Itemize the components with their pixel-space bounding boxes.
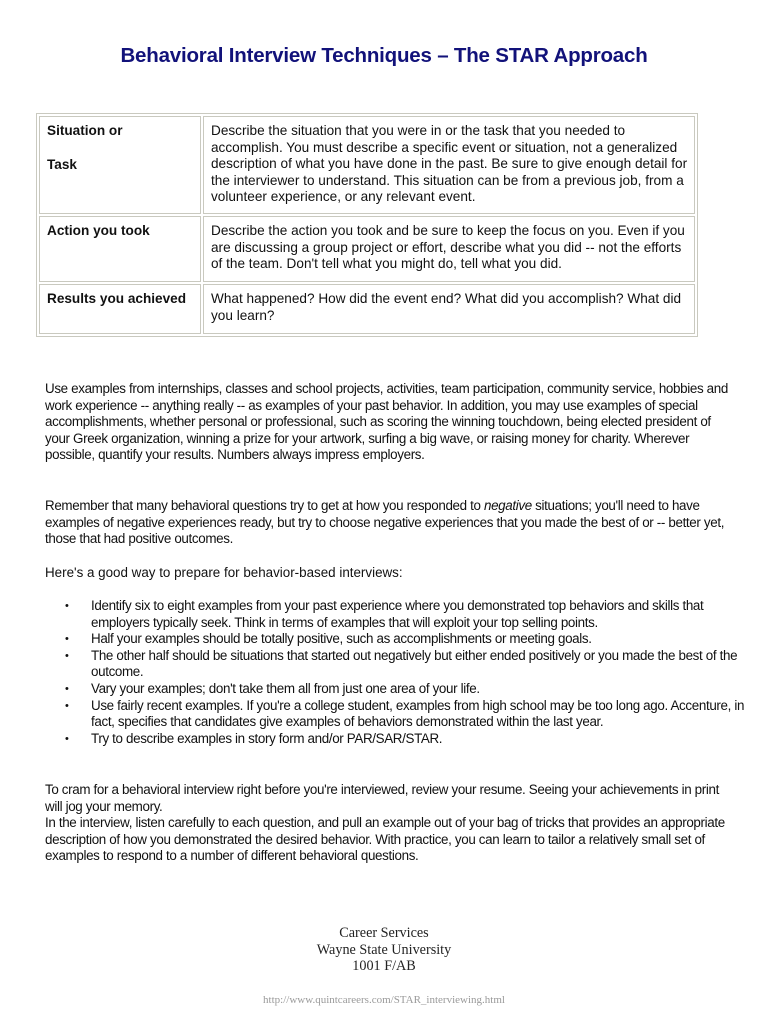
paragraph-line: To cram for a behavioral interview right before you're interviewed, review your resume. Seeing your achievements in print will jog your memory.: [45, 782, 719, 814]
row-description: What happened? How did the event end? What did you accomplish? What did you learn?: [203, 284, 695, 334]
footer-line-room: 1001 F/AB: [352, 958, 416, 975]
list-item-text: Half your examples should be totally positive, such as accomplishments or meeting goals.: [91, 631, 592, 647]
star-table: [36, 113, 698, 337]
paragraph-negative-situations: [45, 498, 735, 548]
bullet-icon: •: [65, 732, 69, 745]
bullet-icon: •: [65, 600, 69, 612]
row-label: [39, 116, 201, 214]
list-item: [45, 731, 745, 748]
paragraph-cram-tips: [45, 782, 735, 865]
list-item-text: The other half should be situations that started out negatively but either ended positively or you made the best of the outcome.: [91, 647, 738, 680]
row-label: Results you achieved: [39, 284, 201, 334]
source-url: http://www.quintcareers.com/STAR_interviewing.html: [263, 994, 505, 1006]
bullet-icon: •: [65, 649, 69, 662]
table-row-situation: [39, 116, 695, 214]
list-item: [45, 681, 745, 698]
paragraph-line: In the interview, listen carefully to each question, and pull an example out of your bag of tricks that provides an appropriate description of how you demonstrated the desired behavior. With practice, you can learn to tailor a relatively small set of examples to respond to a number of different behavioral questions.: [45, 815, 725, 864]
list-item-text: Vary your examples; don't take them all from just one area of your life.: [91, 680, 480, 696]
paragraph-prepare-intro: Here's a good way to prepare for behavior-based interviews:: [45, 565, 403, 580]
row-label: Action you took: [39, 216, 201, 282]
paragraph-text: Remember that many behavioral questions try to get at how you responded to: [45, 498, 484, 513]
list-item-text: Use fairly recent examples. If you're a college student, examples from high school may be too long ago. Accenture, in fact, specifies that candidates give examples of behaviors demonstrated within the last year.: [91, 697, 745, 730]
list-item: [45, 698, 745, 731]
footer-line-university: Wayne State University: [316, 941, 452, 958]
bullet-icon: •: [65, 633, 69, 646]
row-description: Describe the situation that you were in or the task that you needed to accomplish. You must describe a specific event or situation, not a generalized description of what you have done in the past. Be sure to give enough detail for the interviewer to understand. This situation can be from a previous job, from a volunteer experience, or any relevant event.: [203, 116, 695, 214]
bullet-icon: •: [65, 682, 69, 695]
list-item: [45, 648, 745, 681]
page-title: Behavioral Interview Techniques – The STAR Approach: [120, 44, 648, 67]
table-row-action: [39, 216, 695, 282]
table-row-results: [39, 284, 695, 334]
row-label-line2: Task: [47, 156, 77, 172]
row-description: Describe the action you took and be sure to keep the focus on you. Even if you are discussing a group project or effort, describe what you did -- not the efforts of the team. Don't tell what you might do, tell what you did.: [203, 216, 695, 282]
list-item-text: Identify six to eight examples from your past experience where you demonstrated top behaviors and skills that employers typically seek. Think in terms of examples that will exploit your top selling points.: [91, 598, 704, 630]
paragraph-examples: Use examples from internships, classes and school projects, activities, team participation, community service, hobbies and work experience -- anything really -- as examples of your past behavior. In addition, you may use examples of special accomplishments, whether personal or professional, such as scoring the winning touchdown, being elected president of your Greek organization, winning a prize for your artwork, surfing a big wave, or raising money for charity. Wherever possible, quantify your results. Numbers always impress employers.: [45, 381, 728, 463]
list-item: [45, 598, 745, 631]
list-item: [45, 631, 745, 648]
bullet-icon: •: [65, 699, 69, 712]
emphasis-negative: negative: [483, 498, 532, 513]
paragraph-text: situations; you'll need to have examples of negative experiences ready, but try to choose negative experiences that you made the best of or -- better yet, those that had positive outcomes.: [45, 498, 725, 547]
row-label-line1: Situation or: [47, 123, 123, 138]
preparation-list: [45, 598, 745, 747]
footer-address: [0, 925, 768, 975]
list-item-text: Try to describe examples in story form and/or PAR/SAR/STAR.: [91, 730, 443, 746]
footer-line-office: Career Services: [339, 925, 429, 941]
